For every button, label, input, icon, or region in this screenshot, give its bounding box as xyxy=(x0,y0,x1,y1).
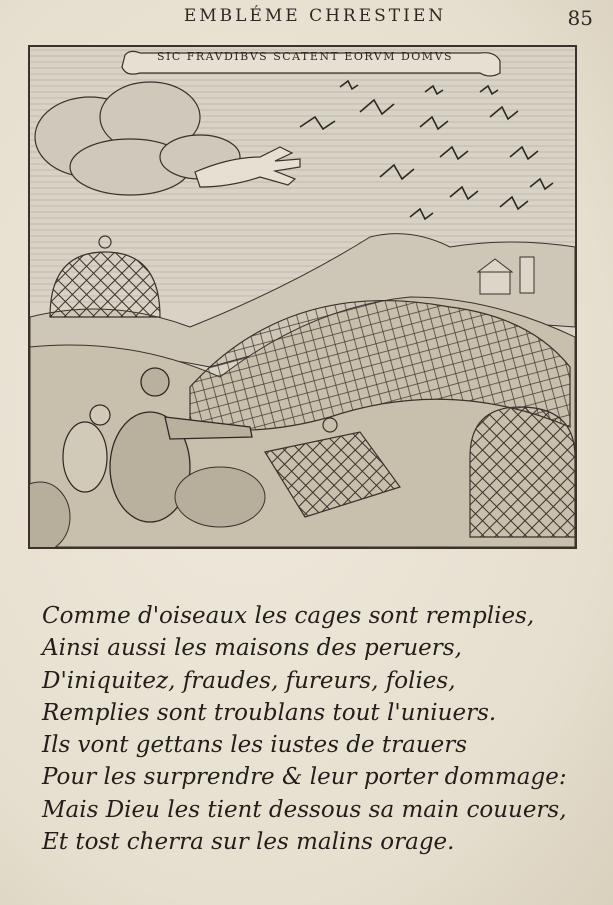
engraving-illustration xyxy=(30,47,575,547)
verse-line: Et tost cherra sur les malins orage. xyxy=(42,829,455,856)
verse-line: Comme d'oiseaux les cages sont remplies, xyxy=(42,603,535,629)
running-head: EMBLÉME CHRESTIEN xyxy=(183,6,447,26)
verse-stanza xyxy=(42,600,602,858)
verse-line: Ainsi aussi les maisons des peruers, xyxy=(42,635,462,662)
cage-right xyxy=(470,407,575,537)
verse-line: Mais Dieu les tient dessous sa main couuers, xyxy=(42,796,567,823)
verse-line: Pour les surprendre & leur porter dommage: xyxy=(42,764,567,791)
page-number: 85 xyxy=(567,6,593,30)
emblem-engraving xyxy=(28,45,577,549)
verse-line: Remplies sont troublans tout l'uniuers. xyxy=(42,699,497,726)
emblem-motto: SIC FRAVDIBVS SCATENT EORVM DOMVS xyxy=(156,50,454,63)
verse-line: Ils vont gettans les iustes de trauers xyxy=(42,732,468,759)
verse-line: D'iniquitez, fraudes, fureurs, folies, xyxy=(42,667,456,694)
